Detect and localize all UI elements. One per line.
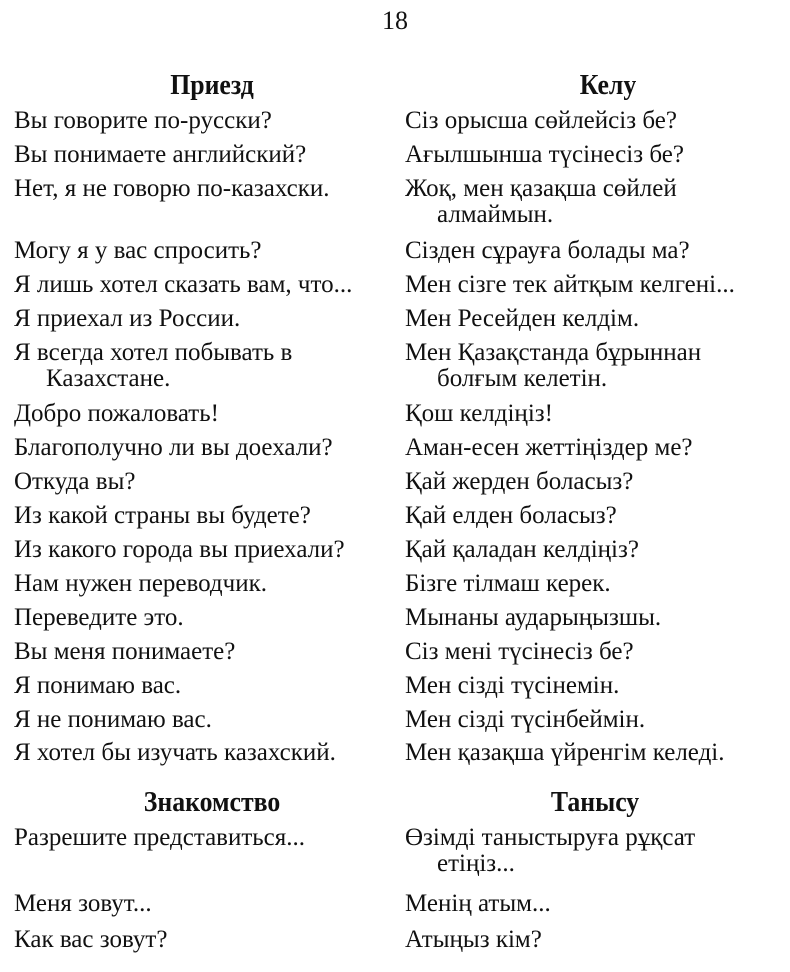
phrase-kazakh: [405, 435, 785, 461]
phrase-line: Вы меня понимаете?: [14, 638, 236, 665]
phrase-line: Жоқ, мен қазақша сөйлей: [405, 175, 677, 202]
phrase-kazakh: [405, 537, 785, 563]
phrase-line: Бізге тілмаш керек.: [405, 570, 611, 597]
phrase-russian: [14, 825, 399, 851]
phrase-kazakh: [405, 825, 785, 877]
phrase-russian: [14, 435, 399, 461]
phrase-kazakh: [405, 340, 785, 392]
phrase-russian: [14, 503, 399, 529]
phrase-kazakh: [405, 927, 785, 953]
phrase-russian: [14, 401, 399, 427]
phrase-kazakh: [405, 108, 785, 134]
phrase-line: Из какой страны вы будете?: [14, 502, 311, 529]
phrase-kazakh: [405, 740, 785, 766]
phrase-line: Вы говорите по-русски?: [14, 107, 272, 134]
phrase-russian: [14, 927, 399, 953]
phrase-line: Ағылшынша түсінесіз бе?: [405, 141, 684, 168]
phrase-kazakh: [405, 891, 785, 917]
phrase-line: Мен сізді түсінбеймін.: [405, 706, 646, 733]
phrase-line: Могу я у вас спросить?: [14, 237, 262, 264]
phrase-line: Сіз мені түсінесіз бе?: [405, 638, 634, 665]
page-number: 18: [382, 6, 408, 35]
phrase-line: Қош келдіңіз!: [405, 400, 553, 427]
phrase-kazakh: [405, 605, 785, 631]
phrase-kazakh: [405, 503, 785, 529]
phrase-line: Я приехал из России.: [14, 305, 241, 332]
phrase-kazakh: [405, 673, 785, 699]
phrase-russian: [14, 340, 399, 392]
phrase-russian: [14, 707, 399, 733]
phrase-line: Переведите это.: [14, 604, 184, 631]
phrase-russian: [14, 176, 399, 202]
phrase-line: Қай елден боласыз?: [405, 502, 617, 529]
phrase-russian: [14, 469, 399, 495]
phrase-kazakh: [405, 176, 785, 228]
section-heading-kk: Танысу: [550, 787, 640, 818]
phrase-line: Нет, я не говорю по-казахски.: [14, 175, 330, 202]
phrase-line: Вы понимаете английский?: [14, 141, 307, 168]
phrase-line: Мен сізді түсінемін.: [405, 672, 620, 699]
phrase-russian: [14, 673, 399, 699]
phrase-russian: [14, 571, 399, 597]
phrase-line: Как вас зовут?: [14, 926, 168, 953]
phrase-russian: [14, 272, 399, 298]
phrase-line: Из какого города вы приехали?: [14, 536, 345, 563]
phrase-line: Қай қаладан келдіңіз?: [405, 536, 639, 563]
section-heading-ru: Знакомство: [143, 787, 281, 818]
phrase-line-continued: Казахстане.: [46, 365, 171, 392]
phrase-kazakh: [405, 571, 785, 597]
phrase-line-continued: алмаймын.: [437, 201, 554, 228]
phrase-russian: [14, 639, 399, 665]
phrase-line: Сізден сұрауға болады ма?: [405, 237, 690, 264]
phrase-line: Мен сізге тек айтқым келгені...: [405, 271, 735, 298]
phrase-kazakh: [405, 639, 785, 665]
phrase-kazakh: [405, 272, 785, 298]
phrase-line: Аман-есен жеттіңіздер ме?: [405, 434, 693, 461]
section-heading-kk: Келу: [579, 70, 637, 101]
phrase-russian: [14, 238, 399, 264]
phrase-line: Я хотел бы изучать казахский.: [14, 739, 336, 766]
phrase-line: Я всегда хотел побывать в: [14, 339, 293, 366]
phrase-line-continued: етіңіз...: [437, 850, 515, 877]
phrase-line-continued: болғым келетін.: [437, 365, 608, 392]
phrase-line: Менің атым...: [405, 890, 551, 917]
phrase-line: Мен қазақша үйренгім келеді.: [405, 739, 725, 766]
phrase-line: Атыңыз кім?: [405, 926, 542, 953]
phrase-russian: [14, 537, 399, 563]
phrase-line: Нам нужен переводчик.: [14, 570, 267, 597]
phrase-line: Благополучно ли вы доехали?: [14, 434, 333, 461]
phrase-line: Қай жерден боласыз?: [405, 468, 634, 495]
phrase-line: Я не понимаю вас.: [14, 706, 212, 733]
phrase-russian: [14, 891, 399, 917]
phrase-line: Мынаны аударыңызшы.: [405, 604, 662, 631]
phrase-line: Мен Қазақстанда бұрыннан: [405, 339, 702, 366]
phrase-russian: [14, 108, 399, 134]
phrase-line: Добро пожаловать!: [14, 400, 219, 427]
phrase-russian: [14, 740, 399, 766]
phrase-russian: [14, 605, 399, 631]
phrase-line: Я лишь хотел сказать вам, что...: [14, 271, 353, 298]
phrase-russian: [14, 142, 399, 168]
phrase-kazakh: [405, 401, 785, 427]
phrase-kazakh: [405, 238, 785, 264]
phrase-kazakh: [405, 469, 785, 495]
phrase-line: Сіз орысша сөйлейсіз бе?: [405, 107, 677, 134]
phrase-line: Меня зовут...: [14, 890, 152, 917]
phrase-russian: [14, 306, 399, 332]
phrase-kazakh: [405, 707, 785, 733]
phrase-line: Өзімді таныстыруға рұқсат: [405, 824, 696, 851]
phrase-kazakh: [405, 142, 785, 168]
phrase-line: Я понимаю вас.: [14, 672, 182, 699]
phrase-line: Мен Ресейден келдім.: [405, 305, 640, 332]
phrase-kazakh: [405, 306, 785, 332]
section-heading-ru: Приезд: [170, 70, 254, 101]
phrase-line: Откуда вы?: [14, 468, 136, 495]
phrase-line: Разрешите представиться...: [14, 824, 306, 851]
